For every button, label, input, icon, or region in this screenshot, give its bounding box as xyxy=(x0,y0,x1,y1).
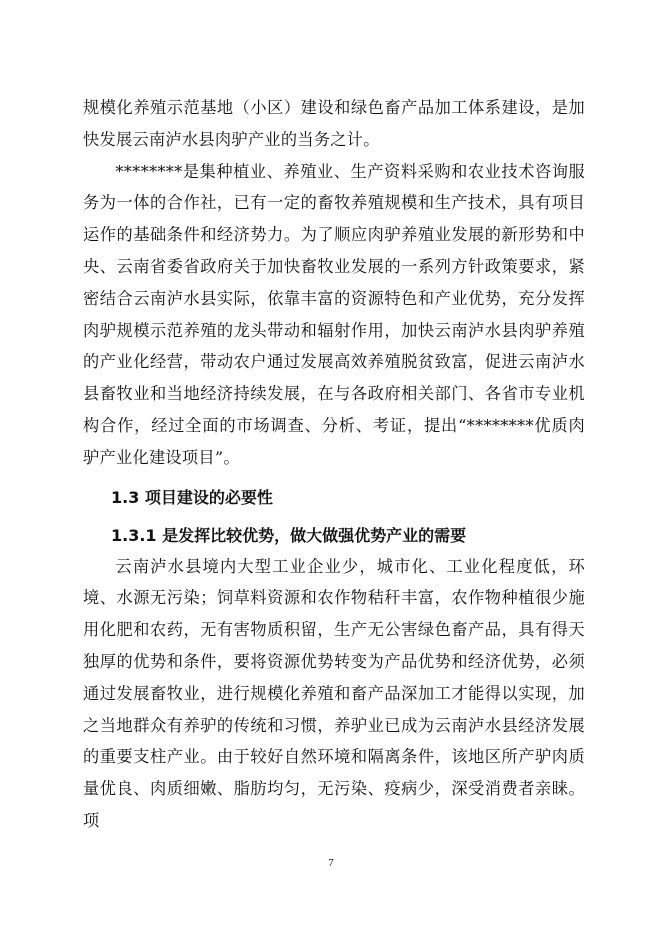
document-body xyxy=(83,92,585,837)
subsection-heading-1-3-1: 1.3.1 是发挥比较优势，做大做强优势产业的需要 xyxy=(111,525,467,545)
paragraph-2: ********是集种植业、养殖业、生产资料采购和农业技术咨询服务为一体的合作社，已有一定的畜牧养殖规模和生产技术，具有项目运作的基础条件和经济势力。为了顺应肉驴养殖业发展的新形势和中央、云南省委省政府关于加快畜牧业发展的一系列方针政策要求，紧密结合云南泸水县实际，依靠丰富的资源特色和产业优势，充分发挥肉驴规模示范养殖的龙头带动和辐射作用，加快云南泸水县肉驴养殖的产业化经营，带动农户通过发展高效养殖脱贫致富，促进云南泸水县畜牧业和当地经济持续发展，在与各政府相关部门、各省市专业机构合作，经过全面的市场调查、分析、考证，提出“********优质肉驴产业化建设项目”。 xyxy=(83,161,585,467)
paragraph-3: 云南泸水县境内大型工业企业少，城市化、工业化程度低，环境、水源无污染；饲草料资源和农作物秸秆丰富，农作物种植很少施用化肥和农药，无有害物质积留，生产无公害绿色畜产品，具有得天独厚的优势和条件，要将资源优势转变为产品优势和经济优势，必须通过发展畜牧业，进行规模化养殖和畜产品深加工才能得以实现，加之当地群众有养驴的传统和习惯，养驴业已成为云南泸水县经济发展的重要支柱产业。由于较好自然环境和隔离条件，该地区所产驴肉质量优良、肉质细嫩、脂肪均匀，无污染、疫病少，深受消费者亲睐。项 xyxy=(83,556,585,830)
paragraph-1: 规模化养殖示范基地（小区）建设和绿色畜产品加工体系建设，是加快发展云南泸水县肉驴产业的当务之计。 xyxy=(83,98,585,149)
page-number: 7 xyxy=(328,857,334,869)
section-heading-1-3: 1.3 项目建设的必要性 xyxy=(111,487,273,507)
